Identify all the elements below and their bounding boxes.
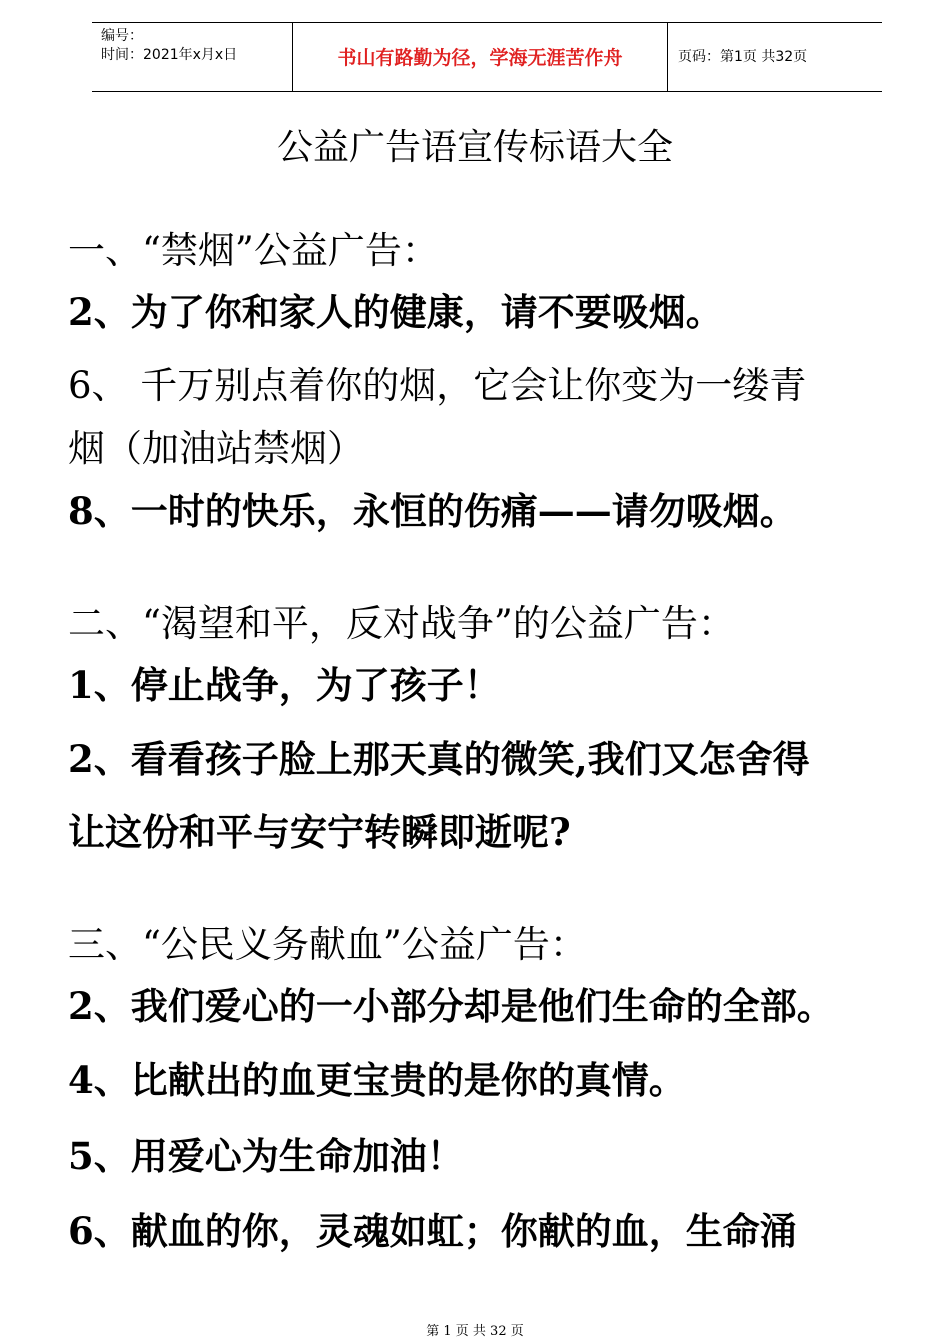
header-motto: 书山有路勤为径，学海无涯苦作舟: [337, 47, 623, 69]
slogan-line: 2、我们爱心的一小部分却是他们生命的全部。: [68, 984, 834, 1028]
header-page-info: 页码：第1页 共32页: [678, 49, 808, 65]
page-header: [92, 22, 882, 92]
slogan-line: 8、一时的快乐，永恒的伤痛——请勿吸烟。: [68, 489, 797, 533]
header-meta-cell: [92, 23, 292, 91]
header-motto-cell: [292, 23, 668, 91]
page-footer: 第 1 页 共 32 页: [426, 1324, 524, 1339]
header-page-cell: [668, 23, 882, 91]
slogan-line-continued: 让这份和平与安宁转瞬即逝呢?: [68, 810, 571, 854]
slogan-line: 6、献血的你，灵魂如虹；你献的血，生命涌: [68, 1209, 797, 1253]
number-label: 编号：: [101, 28, 143, 44]
slogan-line: 4、比献出的血更宝贵的是你的真情。: [68, 1058, 686, 1102]
slogan-line: 2、为了你和家人的健康，请不要吸烟。: [68, 290, 723, 334]
date-label: 时间：2021年x月x日: [101, 47, 238, 63]
slogan-line: 1、停止战争，为了孩子！: [68, 663, 501, 707]
slogan-line: 2、看看孩子脸上那天真的微笑,我们又怎舍得: [68, 737, 810, 781]
slogan-line-continued: 烟（加油站禁烟）: [68, 427, 364, 470]
slogan-line: 5、用爱心为生命加油！: [68, 1134, 464, 1178]
section-heading: 一、“禁烟”公益广告：: [68, 229, 439, 272]
slogan-line: 6、 千万别点着你的烟，它会让你变为一缕青: [68, 364, 807, 407]
document-title: 公益广告语宣传标语大全: [276, 127, 673, 168]
section-heading: 二、“渴望和平，反对战争”的公益广告：: [68, 602, 735, 645]
section-heading: 三、“公民义务献血”公益广告：: [68, 923, 587, 966]
